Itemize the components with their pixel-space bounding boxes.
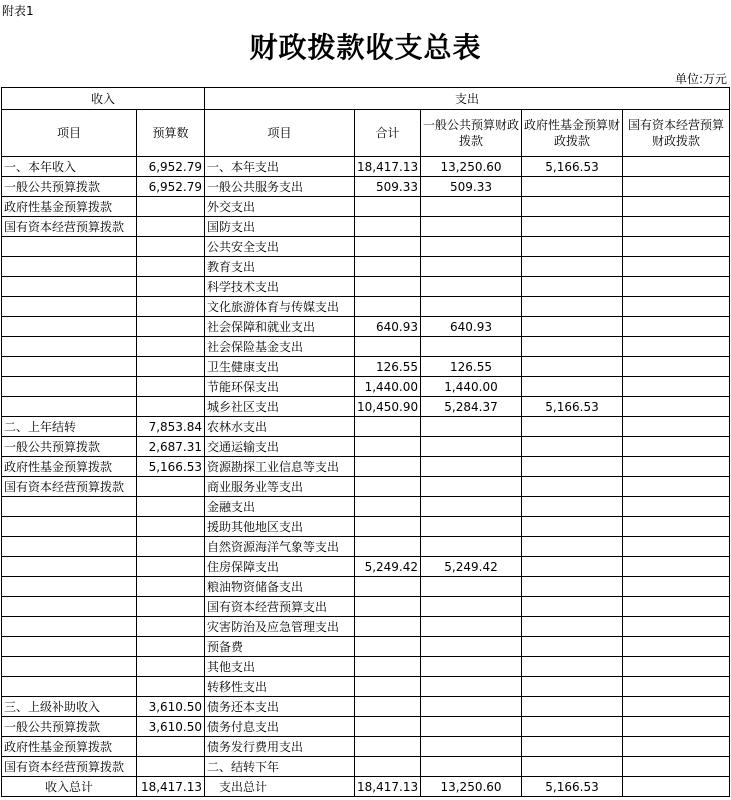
expense-item-cell: 自然资源海洋气象等支出 xyxy=(205,537,355,557)
income-value-cell xyxy=(137,317,205,337)
general-budget-cell xyxy=(421,757,522,777)
income-value-cell xyxy=(137,577,205,597)
general-budget-cell xyxy=(421,637,522,657)
expense-item-cell: 国防支出 xyxy=(205,217,355,237)
income-value-cell xyxy=(137,557,205,577)
expense-total-cell xyxy=(355,497,421,517)
table-row xyxy=(2,657,730,677)
expense-item-cell: 节能环保支出 xyxy=(205,377,355,397)
general-budget-cell: 1,440.00 xyxy=(421,377,522,397)
expense-total-cell xyxy=(355,337,421,357)
state-capital-cell xyxy=(623,577,730,597)
income-item-cell xyxy=(2,577,137,597)
table-row xyxy=(2,417,730,437)
general-budget-cell xyxy=(421,257,522,277)
general-budget-cell xyxy=(421,677,522,697)
general-budget-cell xyxy=(421,237,522,257)
general-budget-cell xyxy=(421,537,522,557)
table-row xyxy=(2,237,730,257)
expense-total-cell xyxy=(355,717,421,737)
state-capital-cell xyxy=(623,537,730,557)
gov-fund-cell xyxy=(522,497,623,517)
expense-item-cell: 商业服务业等支出 xyxy=(205,477,355,497)
general-budget-cell xyxy=(421,697,522,717)
state-capital-cell xyxy=(623,597,730,617)
gov-fund-cell xyxy=(522,757,623,777)
general-total-value: 13,250.60 xyxy=(421,777,522,797)
expense-total-cell xyxy=(355,577,421,597)
gov-fund-total-value: 5,166.53 xyxy=(522,777,623,797)
gov-fund-cell xyxy=(522,217,623,237)
income-value-cell xyxy=(137,377,205,397)
state-capital-cell xyxy=(623,297,730,317)
table-row xyxy=(2,297,730,317)
expense-item-cell: 教育支出 xyxy=(205,257,355,277)
header-row-1 xyxy=(2,88,730,110)
gov-fund-cell xyxy=(522,317,623,337)
state-capital-cell xyxy=(623,517,730,537)
expense-total-value: 18,417.13 xyxy=(355,777,421,797)
expense-total-cell xyxy=(355,617,421,637)
general-budget-cell xyxy=(421,457,522,477)
income-value-cell xyxy=(137,537,205,557)
budget-header: 预算数 xyxy=(137,110,205,157)
income-item-header: 项目 xyxy=(2,110,137,157)
gov-fund-cell: 5,166.53 xyxy=(522,397,623,417)
income-value-cell: 5,166.53 xyxy=(137,457,205,477)
income-value-cell xyxy=(137,197,205,217)
expense-total-cell: 1,440.00 xyxy=(355,377,421,397)
general-budget-cell xyxy=(421,597,522,617)
expense-total-cell xyxy=(355,277,421,297)
expense-total-cell xyxy=(355,457,421,477)
income-value-cell xyxy=(137,217,205,237)
table-row xyxy=(2,177,730,197)
table-row xyxy=(2,757,730,777)
table-row xyxy=(2,317,730,337)
table-row xyxy=(2,517,730,537)
income-item-cell xyxy=(2,317,137,337)
expense-item-cell: 资源勘探工业信息等支出 xyxy=(205,457,355,477)
income-item-cell: 政府性基金预算拨款 xyxy=(2,457,137,477)
table-row xyxy=(2,457,730,477)
income-value-cell xyxy=(137,237,205,257)
income-total-label: 收入总计 xyxy=(2,777,137,797)
expense-item-cell: 粮油物资储备支出 xyxy=(205,577,355,597)
income-item-cell: 政府性基金预算拨款 xyxy=(2,737,137,757)
annex-label: 附表1 xyxy=(2,4,34,18)
state-capital-cell xyxy=(623,637,730,657)
income-header: 收入 xyxy=(2,88,205,110)
expense-item-cell: 外交支出 xyxy=(205,197,355,217)
expense-total-cell xyxy=(355,517,421,537)
expense-item-cell: 灾害防治及应急管理支出 xyxy=(205,617,355,637)
expense-total-cell xyxy=(355,597,421,617)
gov-fund-cell xyxy=(522,197,623,217)
gov-fund-cell xyxy=(522,677,623,697)
state-capital-cell xyxy=(623,437,730,457)
expense-item-cell: 住房保障支出 xyxy=(205,557,355,577)
income-item-cell xyxy=(2,657,137,677)
state-capital-cell xyxy=(623,717,730,737)
gov-fund-cell xyxy=(522,737,623,757)
gov-fund-cell xyxy=(522,597,623,617)
expense-total-cell: 5,249.42 xyxy=(355,557,421,577)
income-item-cell: 国有资本经营预算拨款 xyxy=(2,217,137,237)
table-row xyxy=(2,557,730,577)
state-capital-cell xyxy=(623,737,730,757)
state-capital-cell xyxy=(623,457,730,477)
expense-total-cell: 126.55 xyxy=(355,357,421,377)
state-capital-cell xyxy=(623,757,730,777)
income-value-cell xyxy=(137,637,205,657)
state-capital-cell xyxy=(623,557,730,577)
expense-total-cell xyxy=(355,197,421,217)
table-row xyxy=(2,477,730,497)
general-budget-cell: 5,284.37 xyxy=(421,397,522,417)
gov-fund-cell xyxy=(522,697,623,717)
income-value-cell xyxy=(137,257,205,277)
general-budget-cell xyxy=(421,417,522,437)
budget-table xyxy=(1,87,730,797)
income-value-cell xyxy=(137,657,205,677)
table-row xyxy=(2,497,730,517)
income-item-cell xyxy=(2,397,137,417)
expense-total-cell: 10,450.90 xyxy=(355,397,421,417)
gov-fund-cell xyxy=(522,657,623,677)
expense-item-cell: 公共安全支出 xyxy=(205,237,355,257)
income-item-cell: 一般公共预算拨款 xyxy=(2,177,137,197)
general-budget-cell xyxy=(421,517,522,537)
expense-total-cell xyxy=(355,657,421,677)
income-value-cell xyxy=(137,617,205,637)
state-capital-cell xyxy=(623,277,730,297)
gov-fund-cell xyxy=(522,577,623,597)
income-item-cell: 一、本年收入 xyxy=(2,157,137,177)
expense-total-cell xyxy=(355,677,421,697)
expense-item-cell: 债务付息支出 xyxy=(205,717,355,737)
income-item-cell xyxy=(2,277,137,297)
income-item-cell: 国有资本经营预算拨款 xyxy=(2,477,137,497)
expense-total-cell xyxy=(355,217,421,237)
gov-fund-cell xyxy=(522,557,623,577)
income-item-cell xyxy=(2,617,137,637)
income-total-value: 18,417.13 xyxy=(137,777,205,797)
total-header: 合计 xyxy=(355,110,421,157)
table-row xyxy=(2,537,730,557)
expense-item-header: 项目 xyxy=(205,110,355,157)
state-capital-cell xyxy=(623,157,730,177)
table-row xyxy=(2,197,730,217)
expense-item-cell: 债务还本支出 xyxy=(205,697,355,717)
gov-fund-cell xyxy=(522,517,623,537)
state-capital-cell xyxy=(623,477,730,497)
income-value-cell: 3,610.50 xyxy=(137,697,205,717)
expense-item-cell: 金融支出 xyxy=(205,497,355,517)
table-row xyxy=(2,337,730,357)
table-row xyxy=(2,397,730,417)
general-budget-header: 一般公共预算财政拨款 xyxy=(421,110,522,157)
general-budget-cell xyxy=(421,717,522,737)
income-item-cell xyxy=(2,537,137,557)
income-item-cell: 一般公共预算拨款 xyxy=(2,717,137,737)
general-budget-cell: 126.55 xyxy=(421,357,522,377)
income-item-cell xyxy=(2,497,137,517)
state-capital-total-value xyxy=(623,777,730,797)
expense-item-cell: 国有资本经营预算支出 xyxy=(205,597,355,617)
expense-total-cell xyxy=(355,737,421,757)
table-row xyxy=(2,157,730,177)
expense-total-cell: 640.93 xyxy=(355,317,421,337)
expense-total-cell xyxy=(355,437,421,457)
general-budget-cell xyxy=(421,657,522,677)
expense-total-cell xyxy=(355,697,421,717)
expense-item-cell: 援助其他地区支出 xyxy=(205,517,355,537)
expense-total-cell xyxy=(355,537,421,557)
income-item-cell xyxy=(2,377,137,397)
income-item-cell xyxy=(2,257,137,277)
expense-item-cell: 卫生健康支出 xyxy=(205,357,355,377)
income-item-cell: 二、上年结转 xyxy=(2,417,137,437)
general-budget-cell xyxy=(421,337,522,357)
expense-item-cell: 农林水支出 xyxy=(205,417,355,437)
table-row xyxy=(2,357,730,377)
income-value-cell: 6,952.79 xyxy=(137,177,205,197)
income-value-cell: 7,853.84 xyxy=(137,417,205,437)
table-row xyxy=(2,617,730,637)
income-value-cell xyxy=(137,517,205,537)
gov-fund-cell xyxy=(522,537,623,557)
expense-item-cell: 一般公共服务支出 xyxy=(205,177,355,197)
gov-fund-cell xyxy=(522,257,623,277)
income-value-cell xyxy=(137,357,205,377)
gov-fund-cell xyxy=(522,617,623,637)
expense-total-cell xyxy=(355,757,421,777)
general-budget-cell xyxy=(421,197,522,217)
state-capital-cell xyxy=(623,217,730,237)
income-item-cell: 国有资本经营预算拨款 xyxy=(2,757,137,777)
state-capital-cell xyxy=(623,317,730,337)
income-value-cell: 2,687.31 xyxy=(137,437,205,457)
expense-item-cell: 文化旅游体育与传媒支出 xyxy=(205,297,355,317)
income-item-cell: 政府性基金预算拨款 xyxy=(2,197,137,217)
expense-header: 支出 xyxy=(205,88,730,110)
expense-total-cell xyxy=(355,477,421,497)
income-value-cell xyxy=(137,757,205,777)
gov-fund-cell xyxy=(522,177,623,197)
table-row xyxy=(2,257,730,277)
income-item-cell xyxy=(2,357,137,377)
gov-fund-cell xyxy=(522,377,623,397)
gov-fund-cell xyxy=(522,357,623,377)
gov-fund-cell xyxy=(522,417,623,437)
income-value-cell xyxy=(137,497,205,517)
general-budget-cell xyxy=(421,297,522,317)
gov-fund-header: 政府性基金预算财政拨款 xyxy=(522,110,623,157)
income-item-cell xyxy=(2,237,137,257)
state-capital-cell xyxy=(623,497,730,517)
state-capital-cell xyxy=(623,257,730,277)
state-capital-cell xyxy=(623,697,730,717)
general-budget-cell xyxy=(421,437,522,457)
expense-total-label: 支出总计 xyxy=(205,777,355,797)
income-item-cell xyxy=(2,557,137,577)
state-capital-cell xyxy=(623,657,730,677)
table-row xyxy=(2,577,730,597)
expense-total-cell xyxy=(355,237,421,257)
table-row xyxy=(2,597,730,617)
expense-item-cell: 二、结转下年 xyxy=(205,757,355,777)
expense-total-cell xyxy=(355,297,421,317)
table-row xyxy=(2,697,730,717)
expense-total-cell: 18,417.13 xyxy=(355,157,421,177)
gov-fund-cell xyxy=(522,717,623,737)
income-value-cell: 6,952.79 xyxy=(137,157,205,177)
income-item-cell xyxy=(2,637,137,657)
expense-total-cell: 509.33 xyxy=(355,177,421,197)
gov-fund-cell: 5,166.53 xyxy=(522,157,623,177)
income-value-cell xyxy=(137,277,205,297)
general-budget-cell: 5,249.42 xyxy=(421,557,522,577)
general-budget-cell xyxy=(421,217,522,237)
income-value-cell xyxy=(137,337,205,357)
general-budget-cell xyxy=(421,477,522,497)
state-capital-cell xyxy=(623,197,730,217)
table-row xyxy=(2,217,730,237)
income-value-cell xyxy=(137,397,205,417)
expense-item-cell: 其他支出 xyxy=(205,657,355,677)
gov-fund-cell xyxy=(522,457,623,477)
income-item-cell xyxy=(2,297,137,317)
table-row xyxy=(2,637,730,657)
state-capital-header: 国有资本经营预算财政拨款 xyxy=(623,110,730,157)
expense-item-cell: 交通运输支出 xyxy=(205,437,355,457)
gov-fund-cell xyxy=(522,437,623,457)
income-value-cell xyxy=(137,677,205,697)
expense-item-cell: 一、本年支出 xyxy=(205,157,355,177)
table-row xyxy=(2,717,730,737)
state-capital-cell xyxy=(623,677,730,697)
income-value-cell xyxy=(137,597,205,617)
expense-item-cell: 社会保障和就业支出 xyxy=(205,317,355,337)
gov-fund-cell xyxy=(522,277,623,297)
gov-fund-cell xyxy=(522,477,623,497)
income-value-cell: 3,610.50 xyxy=(137,717,205,737)
general-budget-cell: 509.33 xyxy=(421,177,522,197)
income-value-cell xyxy=(137,297,205,317)
table-row xyxy=(2,377,730,397)
totals-row xyxy=(2,777,730,797)
expense-item-cell: 社会保险基金支出 xyxy=(205,337,355,357)
gov-fund-cell xyxy=(522,237,623,257)
header-row-2 xyxy=(2,110,730,157)
state-capital-cell xyxy=(623,377,730,397)
general-budget-cell xyxy=(421,277,522,297)
income-item-cell xyxy=(2,517,137,537)
expense-item-cell: 城乡社区支出 xyxy=(205,397,355,417)
state-capital-cell xyxy=(623,617,730,637)
income-item-cell: 三、上级补助收入 xyxy=(2,697,137,717)
gov-fund-cell xyxy=(522,637,623,657)
state-capital-cell xyxy=(623,337,730,357)
income-value-cell xyxy=(137,737,205,757)
state-capital-cell xyxy=(623,397,730,417)
table-row xyxy=(2,437,730,457)
table-row xyxy=(2,737,730,757)
state-capital-cell xyxy=(623,417,730,437)
table-row xyxy=(2,277,730,297)
income-item-cell: 一般公共预算拨款 xyxy=(2,437,137,457)
general-budget-cell: 13,250.60 xyxy=(421,157,522,177)
general-budget-cell xyxy=(421,617,522,637)
expense-total-cell xyxy=(355,637,421,657)
expense-total-cell xyxy=(355,257,421,277)
table-row xyxy=(2,677,730,697)
general-budget-cell xyxy=(421,577,522,597)
expense-item-cell: 科学技术支出 xyxy=(205,277,355,297)
income-item-cell xyxy=(2,337,137,357)
expense-item-cell: 转移性支出 xyxy=(205,677,355,697)
general-budget-cell xyxy=(421,497,522,517)
gov-fund-cell xyxy=(522,337,623,357)
income-value-cell xyxy=(137,477,205,497)
unit-label: 单位:万元 xyxy=(674,72,727,86)
income-item-cell xyxy=(2,597,137,617)
expense-total-cell xyxy=(355,417,421,437)
state-capital-cell xyxy=(623,237,730,257)
state-capital-cell xyxy=(623,357,730,377)
general-budget-cell: 640.93 xyxy=(421,317,522,337)
state-capital-cell xyxy=(623,177,730,197)
income-item-cell xyxy=(2,677,137,697)
expense-item-cell: 预备费 xyxy=(205,637,355,657)
expense-item-cell: 债务发行费用支出 xyxy=(205,737,355,757)
page-title: 财政拨款收支总表 xyxy=(249,31,482,64)
general-budget-cell xyxy=(421,737,522,757)
gov-fund-cell xyxy=(522,297,623,317)
